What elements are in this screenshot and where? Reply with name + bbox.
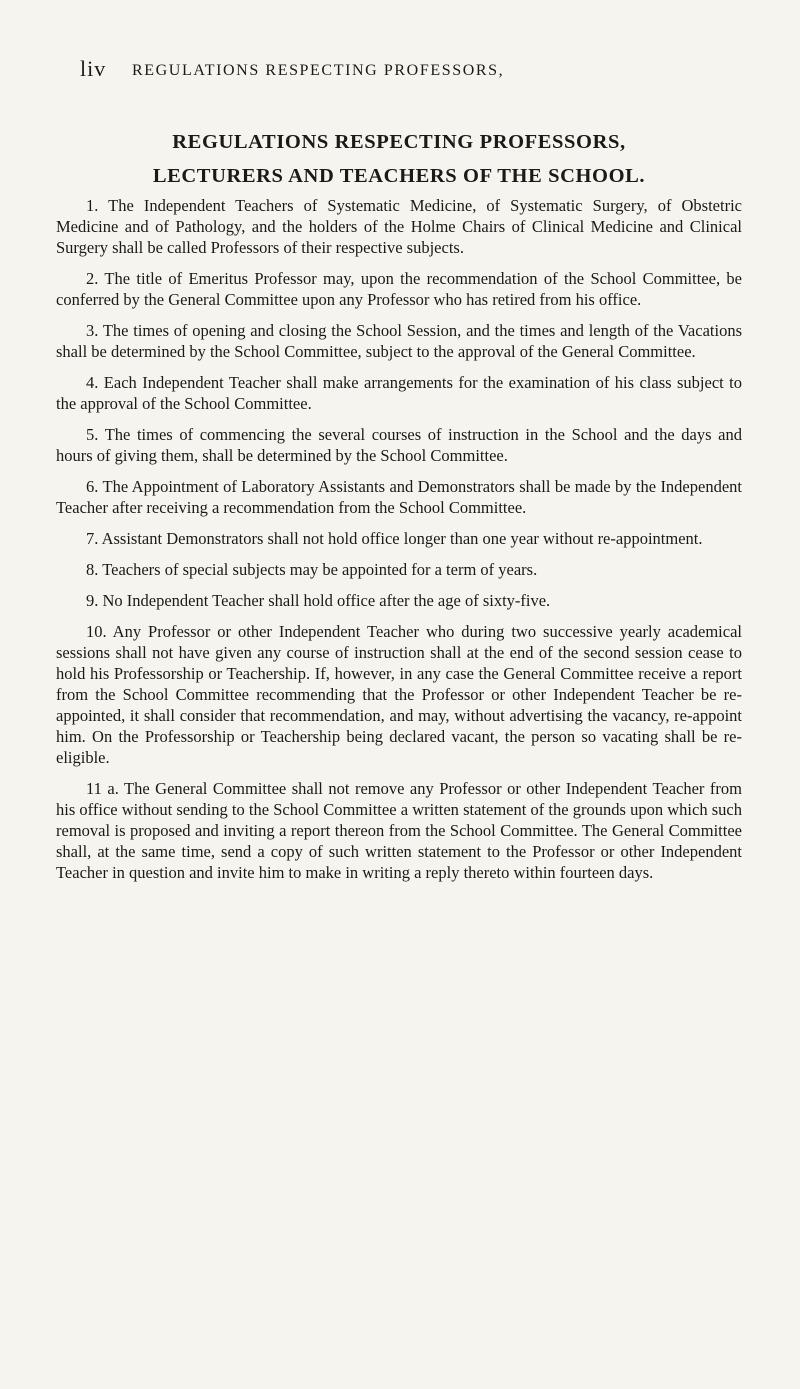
regulation-paragraph-10: 10. Any Professor or other Independent Teacher who during two successive yearly academical sessions shall not have given any course of instruction shall at the end of the second session cease to hold his Professorship or Teachership. If, however, in any case the General Committee receive a report from the School Committee recommending that the Professor or other Independent Teacher be re-appointed, it shall consider that recommendation, and may, without advertising the vacancy, re-appoint him. On the Professorship or Teachership being declared vacant, the person so vacating shall be re-eligible. <box>56 622 742 767</box>
regulation-paragraph-11a: 11 a. The General Committee shall not remove any Professor or other Independent Teacher from his office without sending to the School Committee a written statement of the grounds upon which such removal is proposed and inviting a report thereon from the School Committee. The General Committee shall, at the same time, send a copy of such written statement to the Professor or other Independent Teacher in question and invite him to make in writing a reply thereto within fourteen days. <box>56 779 742 882</box>
section-heading <box>64 125 734 193</box>
running-head <box>80 56 740 86</box>
regulations-body <box>56 195 742 893</box>
regulation-paragraph-1: 1. The Independent Teachers of Systematic Medicine, of Systematic Surgery, of Obstetric Medicine and of Pathology, and the holders of the Holme Chairs of Clinical Medicine and Clinical Surgery shall be called Professors of their respective subjects. <box>56 196 742 257</box>
regulation-paragraph-2: 2. The title of Emeritus Professor may, upon the recommendation of the School Committee, be conferred by the General Committee upon any Professor who has retired from his office. <box>56 269 742 309</box>
page-number: liv <box>80 56 107 81</box>
regulation-paragraph-4: 4. Each Independent Teacher shall make arrangements for the examination of his class subject to the approval of the School Committee. <box>56 373 742 413</box>
regulation-paragraph-8: 8. Teachers of special subjects may be appointed for a term of years. <box>86 560 538 579</box>
heading-line-1: REGULATIONS RESPECTING PROFESSORS, <box>172 131 626 153</box>
regulation-paragraph-3: 3. The times of opening and closing the School Session, and the times and length of the Vacations shall be determined by the School Committee, subject to the approval of the General Committee. <box>56 321 742 361</box>
regulation-paragraph-9: 9. No Independent Teacher shall hold office after the age of sixty-five. <box>86 591 551 610</box>
running-head-title: REGULATIONS RESPECTING PROFESSORS, <box>132 62 505 79</box>
regulation-paragraph-5: 5. The times of commencing the several courses of instruction in the School and the days and hours of giving them, shall be determined by the School Committee. <box>56 425 742 465</box>
heading-line-2: LECTURERS AND TEACHERS OF THE SCHOOL. <box>152 165 646 187</box>
regulation-paragraph-6: 6. The Appointment of Laboratory Assistants and Demonstrators shall be made by the Independent Teacher after receiving a recommendation from the School Committee. <box>56 477 742 517</box>
regulation-paragraph-7: 7. Assistant Demonstrators shall not hold office longer than one year without re-appointment. <box>86 529 703 548</box>
